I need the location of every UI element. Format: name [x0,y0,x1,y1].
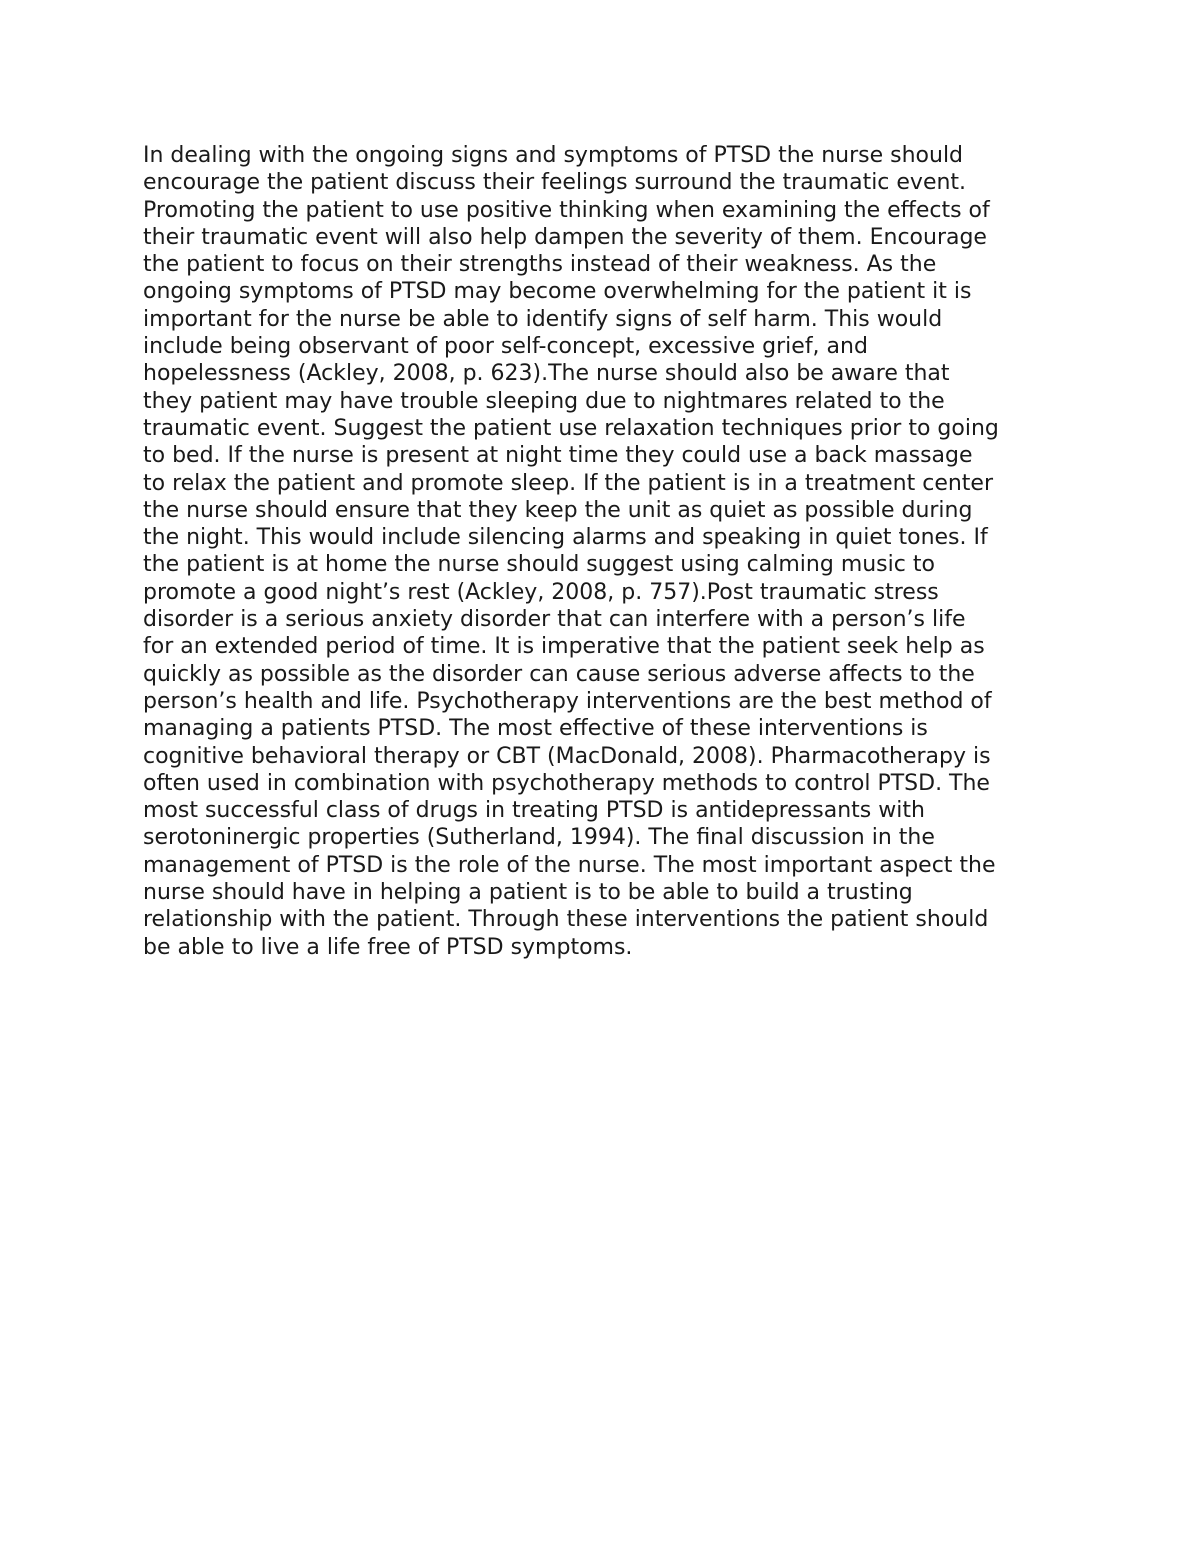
text-line: to relax the patient and promote sleep. If the patient is in a treatment center [143,470,994,496]
text-line: their traumatic event will also help dampen the severity of them. Encourage [143,224,987,250]
text-line: include being observant of poor self-concept, excessive grief, and [143,334,868,360]
text-line: promote a good night’s rest (Ackley, 2008, p. 757).Post traumatic stress [143,579,939,605]
text-line: they patient may have trouble sleeping due to nightmares related to the [143,388,945,414]
text-line: person’s health and life. Psychotherapy interventions are the best method of [143,688,992,714]
text-line: Promoting the patient to use positive thinking when examining the effects of [143,197,990,223]
text-line: most successful class of drugs in treating PTSD is antidepressants with [143,798,925,824]
text-line: relationship with the patient. Through these interventions the patient should [143,907,989,933]
text-line: serotoninergic properties (Sutherland, 1994). The final discussion in the [143,825,935,851]
text-line: important for the nurse be able to identify signs of self harm. This would [143,306,943,332]
text-line: managing a patients PTSD. The most effective of these interventions is [143,716,928,742]
text-line: traumatic event. Suggest the patient use relaxation techniques prior to going [143,415,999,441]
text-line: the nurse should ensure that they keep the unit as quiet as possible during [143,497,973,523]
text-line: quickly as possible as the disorder can cause serious adverse affects to the [143,661,975,687]
text-line: In dealing with the ongoing signs and symptoms of PTSD the nurse should [143,143,964,168]
text-line: cognitive behavioral therapy or CBT (MacDonald, 2008). Pharmacotherapy is [143,743,991,769]
text-line: management of PTSD is the role of the nurse. The most important aspect the [143,852,996,878]
text-line: disorder is a serious anxiety disorder that can interfere with a person’s life [143,607,966,633]
text-line: ongoing symptoms of PTSD may become overwhelming for the patient it is [143,279,972,305]
body-paragraph [143,142,1083,961]
text-line: to bed. If the nurse is present at night time they could use a back massage [143,443,973,469]
text-line: hopelessness (Ackley, 2008, p. 623).The nurse should also be aware that [143,361,950,387]
text-line: the patient to focus on their strengths instead of their weakness. As the [143,252,937,278]
text-line: the night. This would include silencing alarms and speaking in quiet tones. If [143,525,988,551]
text-line: nurse should have in helping a patient is to be able to build a trusting [143,880,913,906]
text-line: be able to live a life free of PTSD symptoms. [143,934,633,960]
text-line: encourage the patient discuss their feelings surround the traumatic event. [143,170,967,196]
text-line: the patient is at home the nurse should suggest using calming music to [143,552,935,578]
text-line: for an extended period of time. It is imperative that the patient seek help as [143,634,985,660]
text-line: often used in combination with psychotherapy methods to control PTSD. The [143,770,990,796]
